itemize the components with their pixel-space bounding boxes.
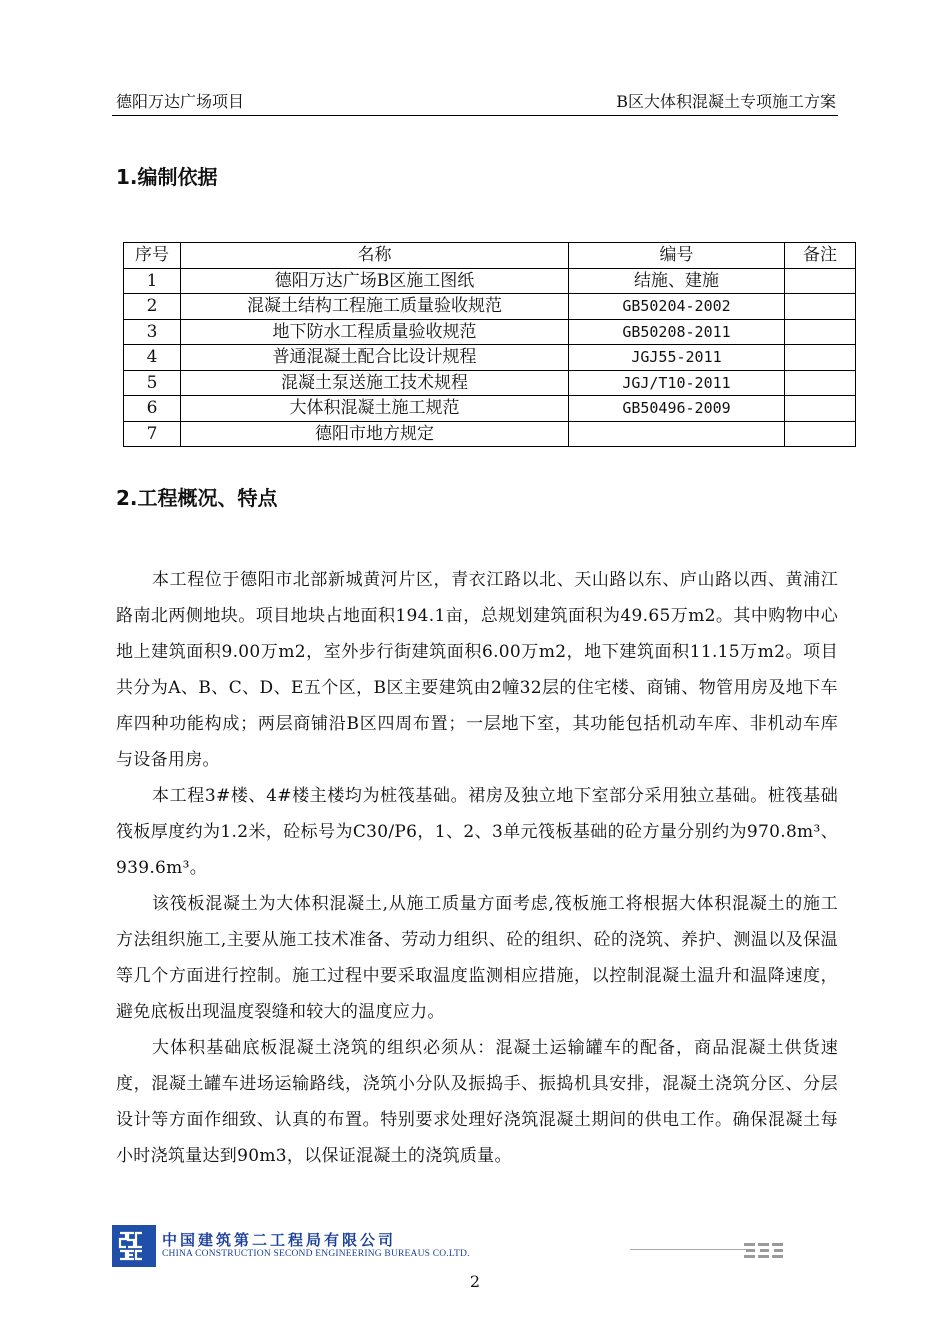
cell-index: 1 <box>124 268 181 294</box>
company-logo-icon <box>112 1225 156 1267</box>
table-row <box>124 319 856 345</box>
cell-code: GB50204-2002 <box>569 294 785 320</box>
cell-index: 2 <box>124 294 181 320</box>
cell-name: 普通混凝土配合比设计规程 <box>181 345 569 371</box>
section-2-heading: 2.工程概况、特点 <box>116 486 278 510</box>
cell-name: 大体积混凝土施工规范 <box>181 396 569 422</box>
cell-name: 德阳万达广场B区施工图纸 <box>181 268 569 294</box>
footer-mark-icon <box>744 1240 784 1266</box>
cell-name: 地下防水工程质量验收规范 <box>181 319 569 345</box>
col-header-code: 编号 <box>569 243 785 269</box>
header-document-title: B区大体积混凝土专项施工方案 <box>616 92 836 111</box>
header-rule <box>112 115 838 116</box>
cell-remark <box>785 294 856 320</box>
cell-code: GB50208-2011 <box>569 319 785 345</box>
paragraph-construction-control: 该筏板混凝土为大体积混凝土,从施工质量方面考虑,筏板施工将根据大体积混凝土的施工方法组织施工,主要从施工技术准备、劳动力组织、砼的组织、砼的浇筑、养护、测温以及保温等几个方面进行控制。施工过程中要采取温度监测相应措施，以控制混凝土温升和温降速度，避免底板出现温度裂缝和较大的温度应力。 <box>116 894 838 1022</box>
cell-index: 5 <box>124 370 181 396</box>
company-name-en: CHINA CONSTRUCTION SECOND ENGINEERING BUREAUS CO.LTD. <box>162 1249 470 1259</box>
table-row <box>124 396 856 422</box>
company-name-cn: 中国建筑第二工程局有限公司 <box>162 1231 397 1249</box>
cell-code <box>569 421 785 447</box>
cell-remark <box>785 268 856 294</box>
cell-index: 6 <box>124 396 181 422</box>
cell-remark <box>785 370 856 396</box>
col-header-remark: 备注 <box>785 243 856 269</box>
cell-remark <box>785 396 856 422</box>
cell-code: 结施、建施 <box>569 268 785 294</box>
table-header-row <box>124 243 856 269</box>
table-row <box>124 268 856 294</box>
paragraph-foundation: 本工程3#楼、4#楼主楼均为桩筏基础。裙房及独立地下室部分采用独立基础。桩筏基础筏板厚度约为1.2米，砼标号为C30/P6，1、2、3单元筏板基础的砼方量分别约为970.8m³、939.6m³。 <box>116 786 838 878</box>
cell-index: 4 <box>124 345 181 371</box>
paragraph-pouring-organization: 大体积基础底板混凝土浇筑的组织必须从：混凝土运输罐车的配备，商品混凝土供货速度，混凝土罐车进场运输路线，浇筑小分队及振捣手、振捣机具安排，混凝土浇筑分区、分层设计等方面作细致、认真的布置。特别要求处理好浇筑混凝土期间的供电工作。确保混凝土每小时浇筑量达到90m3，以保证混凝土的浇筑质量。 <box>116 1038 838 1166</box>
cell-name: 德阳市地方规定 <box>181 421 569 447</box>
cell-remark <box>785 345 856 371</box>
references-table <box>123 242 856 447</box>
cell-name: 混凝土泵送施工技术规程 <box>181 370 569 396</box>
section-2-body <box>116 562 838 1174</box>
table-row <box>124 421 856 447</box>
cell-name: 混凝土结构工程施工质量验收规范 <box>181 294 569 320</box>
col-header-name: 名称 <box>181 243 569 269</box>
cell-index: 7 <box>124 421 181 447</box>
footer-rule <box>630 1249 750 1250</box>
table-row <box>124 370 856 396</box>
cell-code: JGJ55-2011 <box>569 345 785 371</box>
page-number: 2 <box>469 1272 481 1291</box>
cell-code: JGJ/T10-2011 <box>569 370 785 396</box>
cell-code: GB50496-2009 <box>569 396 785 422</box>
header-project-name: 德阳万达广场项目 <box>116 92 245 111</box>
cell-index: 3 <box>124 319 181 345</box>
section-1-heading: 1.编制依据 <box>116 165 218 189</box>
col-header-index: 序号 <box>124 243 181 269</box>
cell-remark <box>785 421 856 447</box>
table-row <box>124 294 856 320</box>
table-row <box>124 345 856 371</box>
cell-remark <box>785 319 856 345</box>
paragraph-location: 本工程位于德阳市北部新城黄河片区，青衣江路以北、天山路以东、庐山路以西、黄浦江路南北两侧地块。项目地块占地面积194.1亩，总规划建筑面积为49.65万m2。其中购物中心地上建筑面积9.00万m2，室外步行街建筑面积6.00万m2，地下建筑面积11.15万m2。项目共分为A、B、C、D、E五个区，B区主要建筑由2幢32层的住宅楼、商铺、物管用房及地下车库四种功能构成；两层商铺沿B区四周布置；一层地下室，其功能包括机动车库、非机动车库与设备用房。 <box>116 570 838 770</box>
